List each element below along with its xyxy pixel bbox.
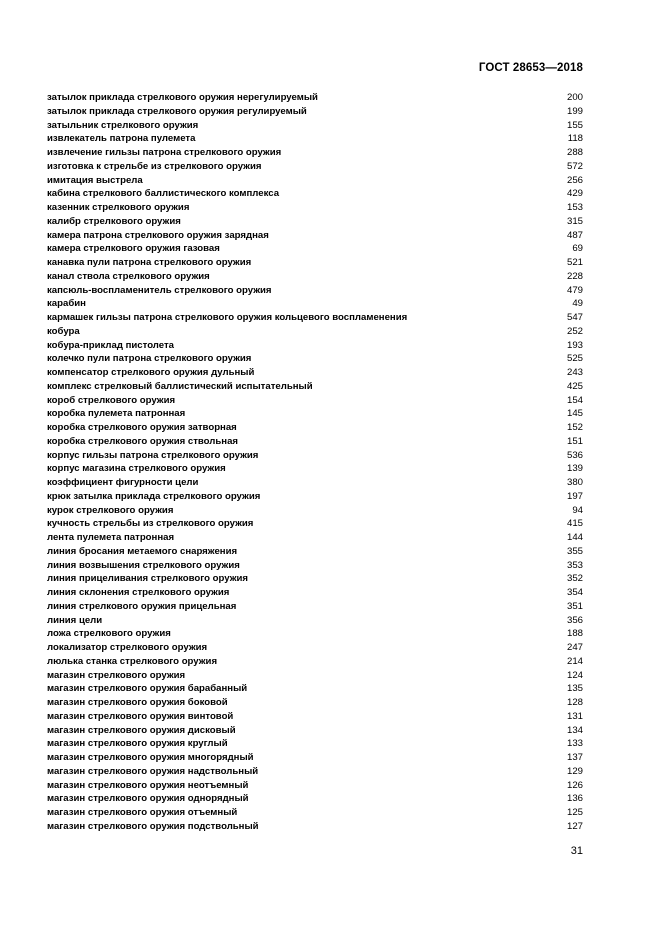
index-page-ref: 380 [566, 477, 583, 488]
index-term: коробка стрелкового оружия ствольная [47, 435, 239, 447]
index-term: комплекс стрелковый баллистический испытательный [47, 380, 313, 392]
index-page-ref: 288 [566, 147, 583, 158]
index-term: коробка стрелкового оружия затворная [47, 422, 237, 433]
index-entry [47, 696, 583, 710]
index-term: корпус гильзы патрона стрелкового оружия [47, 449, 259, 461]
index-entry [47, 91, 583, 105]
index-term: извлекатель патрона пулемета [47, 133, 196, 145]
index-page-ref: 152 [566, 422, 583, 433]
index-entry [47, 779, 583, 793]
index-page-ref: 49 [572, 298, 583, 310]
index-entry [47, 710, 583, 724]
index-page-ref: 525 [566, 353, 583, 365]
index-page-ref: 193 [566, 339, 583, 351]
index-entry [47, 614, 583, 628]
index-entry [47, 820, 583, 834]
index-entry [47, 449, 583, 463]
index-entry [47, 366, 583, 380]
index-term: локализатор стрелкового оружия [47, 642, 208, 653]
index-term: линия цели [47, 614, 103, 626]
index-entry [47, 119, 583, 133]
index-entry [47, 586, 583, 600]
index-entry [47, 146, 583, 160]
index-entry [47, 476, 583, 490]
index-term: карабин [47, 298, 86, 310]
index-term: камера патрона стрелкового оружия зарядная [47, 229, 269, 241]
index-entry [47, 132, 583, 146]
index-entry [47, 174, 583, 188]
index-term: магазин стрелкового оружия неотъемный [47, 779, 249, 791]
index-page-ref: 243 [566, 367, 583, 378]
index-entry [47, 421, 583, 435]
index-page-ref: 127 [566, 820, 583, 832]
index-term: магазин стрелкового оружия многорядный [47, 752, 254, 763]
index-entry [47, 724, 583, 738]
index-entry [47, 490, 583, 504]
index-page-ref: 69 [572, 243, 583, 255]
index-term: магазин стрелкового оружия отъемный [47, 807, 238, 818]
index-entry [47, 297, 583, 311]
index-entry [47, 765, 583, 779]
index-term: затылок приклада стрелкового оружия нерегулируемый [47, 92, 318, 103]
index-term: магазин стрелкового оружия подствольный [47, 820, 259, 832]
index-entry [47, 792, 583, 806]
index-entry [47, 201, 583, 215]
index-term: колечко пули патрона стрелкового оружия [47, 353, 252, 365]
index-page-ref: 124 [566, 669, 583, 681]
index-term: затыльник стрелкового оружия [47, 119, 199, 131]
index-entry [47, 806, 583, 820]
index-page-ref: 351 [566, 600, 583, 612]
index-entry [47, 242, 583, 256]
index-term: линия бросания метаемого снаряжения [47, 545, 238, 557]
index-page-ref: 536 [566, 449, 583, 461]
index-page-ref: 134 [566, 724, 583, 736]
index-entry [47, 627, 583, 641]
index-entry [47, 394, 583, 408]
index-page-ref: 228 [566, 270, 583, 282]
index-entry [47, 462, 583, 476]
index-page-ref: 353 [566, 559, 583, 571]
index-entry [47, 407, 583, 421]
index-term: коэффициент фигурности цели [47, 477, 199, 488]
index-term: капсюль-воспламенитель стрелкового оружия [47, 284, 272, 296]
index-page-ref: 479 [566, 284, 583, 296]
index-page-ref: 153 [566, 202, 583, 213]
index-term: магазин стрелкового оружия винтовой [47, 710, 234, 722]
index-entry [47, 559, 583, 573]
index-entry [47, 572, 583, 586]
index-page-ref: 199 [566, 105, 583, 117]
index-entry [47, 380, 583, 394]
index-page-ref: 135 [566, 683, 583, 695]
index-page-ref: 521 [566, 257, 583, 268]
index-entry [47, 229, 583, 243]
index-entry [47, 655, 583, 669]
index-term: изготовка к стрельбе из стрелкового оружия [47, 160, 262, 172]
index-page-ref: 151 [566, 435, 583, 447]
index-term: магазин стрелкового оружия однорядный [47, 793, 249, 805]
index-page-ref: 125 [566, 807, 583, 818]
index-term: кабина стрелкового баллистического комплекса [47, 188, 280, 200]
index-term: затылок приклада стрелкового оружия регулируемый [47, 105, 307, 117]
index-entry [47, 187, 583, 201]
index-entry [47, 435, 583, 449]
index-term: извлечение гильзы патрона стрелкового оружия [47, 147, 282, 158]
index-entry [47, 311, 583, 325]
index-page-ref: 188 [566, 628, 583, 640]
index-term: линия возвышения стрелкового оружия [47, 559, 240, 571]
index-entry [47, 641, 583, 655]
index-term: короб стрелкового оружия [47, 394, 176, 406]
term-index-list [47, 91, 583, 834]
index-entry [47, 339, 583, 353]
index-term: курок стрелкового оружия [47, 504, 174, 516]
index-page-ref: 487 [566, 229, 583, 241]
index-page-ref: 144 [566, 532, 583, 543]
index-entry [47, 751, 583, 765]
index-term: камера стрелкового оружия газовая [47, 243, 220, 255]
index-page-ref: 252 [566, 325, 583, 337]
index-page-ref: 145 [566, 408, 583, 420]
index-page-ref: 356 [566, 614, 583, 626]
index-page-ref: 128 [566, 697, 583, 708]
index-term: корпус магазина стрелкового оружия [47, 463, 226, 475]
index-term: люлька станка стрелкового оружия [47, 655, 218, 667]
index-page-ref: 136 [566, 793, 583, 805]
index-page-ref: 126 [566, 779, 583, 791]
index-page-ref: 94 [572, 504, 583, 516]
index-term: лента пулемета патронная [47, 532, 175, 543]
index-term: имитация выстрела [47, 174, 143, 186]
index-entry [47, 669, 583, 683]
index-entry [47, 270, 583, 284]
index-page-ref: 137 [566, 752, 583, 763]
index-term: казенник стрелкового оружия [47, 202, 190, 213]
index-term: кучность стрельбы из стрелкового оружия [47, 518, 254, 530]
index-term: канавка пули патрона стрелкового оружия [47, 257, 252, 268]
index-entry [47, 105, 583, 119]
index-page-ref: 415 [566, 518, 583, 530]
index-entry [47, 737, 583, 751]
index-term: линия стрелкового оружия прицельная [47, 600, 237, 612]
document-header: ГОСТ 28653—2018 [478, 62, 583, 74]
index-page-ref: 214 [566, 655, 583, 667]
index-entry [47, 160, 583, 174]
index-entry [47, 504, 583, 518]
index-page-ref: 155 [566, 119, 583, 131]
index-term: линия склонения стрелкового оружия [47, 587, 230, 598]
index-page-ref: 315 [566, 215, 583, 227]
index-page-ref: 425 [566, 380, 583, 392]
index-page-ref: 354 [566, 587, 583, 598]
index-term: магазин стрелкового оружия надствольный [47, 765, 259, 777]
index-page-ref: 129 [566, 765, 583, 777]
index-term: ложа стрелкового оружия [47, 628, 171, 640]
page-number: 31 [570, 845, 583, 857]
index-term: магазин стрелкового оружия дисковый [47, 724, 236, 736]
index-page-ref: 200 [566, 92, 583, 103]
index-term: крюк затылка приклада стрелкового оружия [47, 490, 261, 502]
index-page-ref: 547 [566, 312, 583, 323]
index-page-ref: 118 [567, 133, 583, 145]
index-entry [47, 284, 583, 298]
index-page-ref: 133 [566, 738, 583, 750]
index-term: коробка пулемета патронная [47, 408, 186, 420]
index-page-ref: 247 [566, 642, 583, 653]
index-term: канал ствола стрелкового оружия [47, 270, 210, 282]
index-term: кобура [47, 325, 80, 337]
index-page-ref: 572 [566, 160, 583, 172]
index-page-ref: 429 [566, 188, 583, 200]
index-entry [47, 600, 583, 614]
index-entry [47, 325, 583, 339]
index-entry [47, 352, 583, 366]
index-page-ref: 139 [566, 463, 583, 475]
index-term: магазин стрелкового оружия барабанный [47, 683, 248, 695]
index-page-ref: 154 [566, 394, 583, 406]
index-entry [47, 545, 583, 559]
index-page-ref: 355 [566, 545, 583, 557]
index-entry [47, 517, 583, 531]
index-term: кобура-приклад пистолета [47, 339, 175, 351]
index-page-ref: 256 [566, 174, 583, 186]
index-term: магазин стрелкового оружия [47, 669, 186, 681]
index-term: линия прицеливания стрелкового оружия [47, 573, 249, 585]
index-entry [47, 215, 583, 229]
index-term: калибр стрелкового оружия [47, 215, 181, 227]
index-term: кармашек гильзы патрона стрелкового оружия кольцевого воспламенения [47, 312, 408, 323]
index-term: компенсатор стрелкового оружия дульный [47, 367, 255, 378]
index-entry [47, 682, 583, 696]
index-term: магазин стрелкового оружия боковой [47, 697, 228, 708]
index-page-ref: 352 [566, 573, 583, 585]
index-entry [47, 256, 583, 270]
index-entry [47, 531, 583, 545]
index-page-ref: 197 [566, 490, 583, 502]
index-page-ref: 131 [566, 710, 583, 722]
index-term: магазин стрелкового оружия круглый [47, 738, 228, 750]
